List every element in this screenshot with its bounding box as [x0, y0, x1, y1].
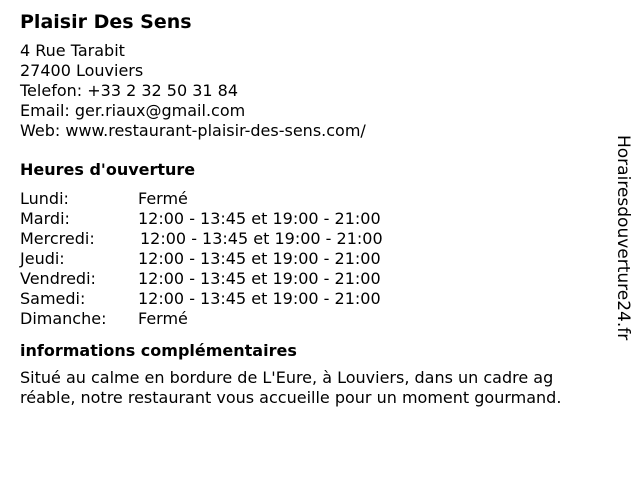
- phone-line[interactable]: Telefon: +33 2 32 50 31 84: [20, 81, 239, 100]
- hours-row-wednesday: [20, 229, 610, 249]
- restaurant-info-card: [20, 10, 610, 408]
- additional-info-heading: informations complémentaires: [20, 341, 297, 360]
- hours-row-monday: [20, 189, 610, 209]
- site-watermark: Horairesdouverture24.fr: [613, 135, 633, 341]
- day-label: Jeudi:: [20, 249, 65, 268]
- day-hours: 12:00 - 13:45 et 19:00 - 21:00: [140, 229, 383, 248]
- hours-row-saturday: [20, 289, 610, 309]
- day-hours: 12:00 - 13:45 et 19:00 - 21:00: [138, 269, 381, 288]
- day-hours: Fermé: [138, 309, 188, 328]
- additional-info-line-1: Situé au calme en bordure de L'Eure, à Louviers, dans un cadre ag: [20, 368, 554, 387]
- hours-row-thursday: [20, 249, 610, 269]
- day-label: Dimanche:: [20, 309, 107, 328]
- restaurant-name: Plaisir Des Sens: [20, 11, 192, 33]
- day-hours: 12:00 - 13:45 et 19:00 - 21:00: [138, 209, 381, 228]
- hours-row-sunday: [20, 309, 610, 329]
- day-label: Mardi:: [20, 209, 70, 228]
- day-label: Lundi:: [20, 189, 69, 208]
- day-hours: Fermé: [138, 189, 188, 208]
- opening-hours-table: [20, 189, 610, 329]
- email-line[interactable]: Email: ger.riaux@gmail.com: [20, 101, 246, 120]
- day-label: Mercredi:: [20, 229, 95, 248]
- opening-hours-heading: Heures d'ouverture: [20, 160, 196, 179]
- address-street: 4 Rue Tarabit: [20, 41, 125, 60]
- day-label: Vendredi:: [20, 269, 96, 288]
- day-hours: 12:00 - 13:45 et 19:00 - 21:00: [138, 289, 381, 308]
- additional-info-line-2: réable, notre restaurant vous accueille pour un moment gourmand.: [20, 388, 562, 407]
- hours-row-friday: [20, 269, 610, 289]
- website-line[interactable]: Web: www.restaurant-plaisir-des-sens.com/: [20, 121, 366, 140]
- day-label: Samedi:: [20, 289, 86, 308]
- hours-row-tuesday: [20, 209, 610, 229]
- day-hours: 12:00 - 13:45 et 19:00 - 21:00: [138, 249, 381, 268]
- address-city: 27400 Louviers: [20, 61, 144, 80]
- additional-info-text: [20, 368, 610, 408]
